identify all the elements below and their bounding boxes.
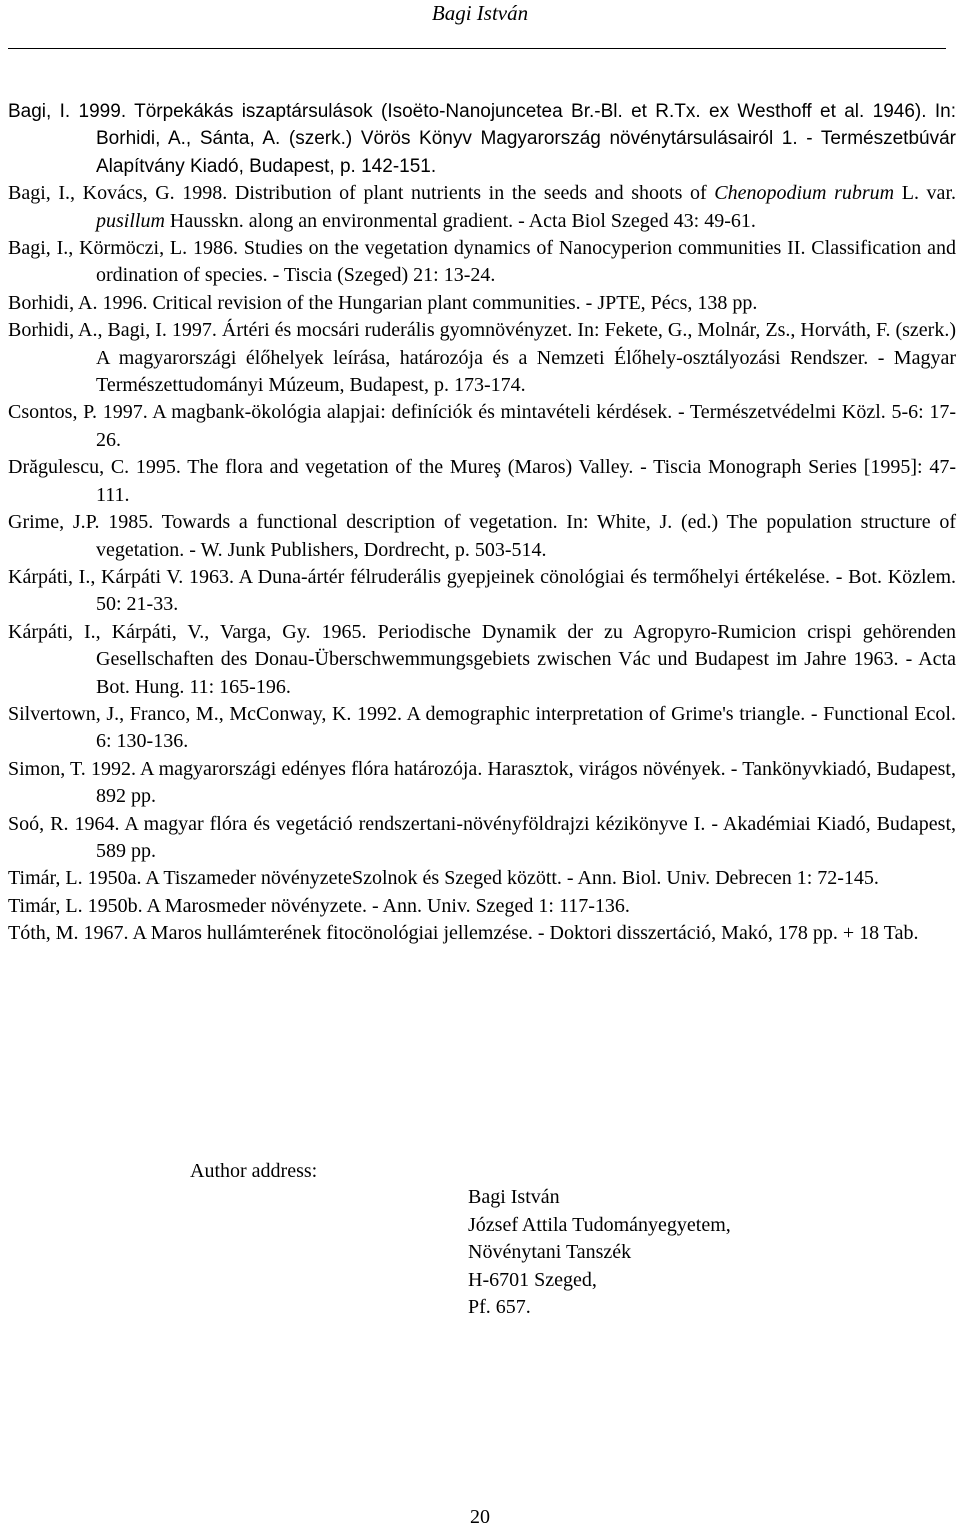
reference-item [8,98,956,180]
reference-text: Borhidi, A., Bagi, I. 1997. Ártéri és mocsári ruderális gyomnövényzet. In: Fekete, G., Molnár, Zs., Horváth, F. (szerk.) A magyarországi élőhelyek leírása, határozója és a Nemzeti Élőhely-osztályozási Rendszer. - Magyar Természettudományi Múzeum, Budapest, p. 173-174. [8,319,956,397]
reference-text: Bagi, I., Körmöczi, L. 1986. Studies on the vegetation dynamics of Nanocyperion communities II. Classification and ordination of species. - Tiscia (Szeged) 21: 13-24. [8,237,956,287]
reference-text: Silvertown, J., Franco, M., McConway, K. 1992. A demographic interpretation of Grime's triangle. - Functional Ecol. 6: 130-136. [8,702,956,753]
reference-item [8,920,956,947]
reference-item [8,399,956,454]
reference-text: Bagi, I., Kovács, G. 1998. Distribution of plant nutrients in the seeds and shoots of [8,182,715,205]
reference-item [8,756,956,811]
reference-item [8,509,956,564]
author-city: H-6701 Szeged, [468,1268,597,1291]
reference-text: Bagi, I. 1999. Törpekákás iszaptársulások (Isoëto-Nanojuncetea Br.-Bl. et R.Tx. ex Westhoff et al. 1946). In: Borhidi, A., Sánta, A. (szerk.) Vörös Könyv Magyarország növénytársulásairól 1. - Természetbúvár Alapítvány Kiadó, Budapest, p. 142-151. [8,101,956,177]
author-institution: József Attila Tudományegyetem, [468,1213,731,1236]
author-address-label: Author address: [190,1160,318,1182]
reference-item [8,180,956,235]
reference-item [8,290,956,317]
author-po-box: Pf. 657. [468,1296,531,1318]
reference-text: Kárpáti, I., Kárpáti, V., Varga, Gy. 1965. Periodische Dynamik der zu Agropyro-Rumicion crispi gehörenden Gesellschaften des Donau-Überschwemmungsgebiets zwischen Vác und Budapest im Jahre 1963. - Acta Bot. Hung. 11: 165-196. [8,620,956,698]
reference-item [8,893,956,920]
reference-variety-name: pusillum [96,209,165,232]
running-header: Bagi István [431,1,529,25]
reference-item [8,317,956,399]
reference-text: Drăgulescu, C. 1995. The flora and vegetation of the Mureş (Maros) Valley. - Tiscia Monograph Series [1995]: 47-111. [8,456,956,506]
author-address [468,1184,731,1322]
reference-item [8,564,956,619]
reference-text: Kárpáti, I., Kárpáti V. 1963. A Duna-ártér félruderális gyepjeinek cönológiai és termőhelyi értékelése. - Bot. Közlem. 50: 21-33. [8,565,956,616]
author-name: Bagi István [468,1186,560,1208]
reference-text: Timár, L. 1950a. A Tiszameder növényzeteSzolnok és Szeged között. - Ann. Biol. Univ. Debrecen 1: 72-145. [8,867,879,890]
reference-text: Borhidi, A. 1996. Critical revision of the Hungarian plant communities. - JPTE, Pécs, 138 pp. [8,291,758,314]
reference-item [8,454,956,509]
reference-text: Soó, R. 1964. A magyar flóra és vegetáció rendszertani-növényföldrajzi kézikönyve I. - Akadémiai Kiadó, Budapest, 589 pp. [8,812,956,862]
reference-text: Hausskn. along an environmental gradient. - Acta Biol Szeged 43: 49-61. [164,209,756,232]
reference-text: Simon, T. 1992. A magyarországi edényes flóra határozója. Harasztok, virágos növények. - Tankönyvkiadó, Budapest, 892 pp. [8,757,956,808]
reference-text: Csontos, P. 1997. A magbank-ökológia alapjai: definíciók és mintavételi kérdések. - Természetvédelmi Közl. 5-6: 17-26. [8,401,956,451]
reference-item [8,701,956,756]
reference-item [8,865,956,892]
reference-item [8,619,956,701]
reference-text: Tóth, M. 1967. A Maros hullámterének fitocönológiai jellemzése. - Doktori disszertáció, Makó, 178 pp. + 18 Tab. [8,922,919,945]
reference-species-name: Chenopodium rubrum [714,182,895,205]
reference-text: Timár, L. 1950b. A Marosmeder növényzete. - Ann. Univ. Szeged 1: 117-136. [8,894,630,917]
header-rule [8,48,946,49]
reference-item [8,811,956,866]
reference-text: L. var. [894,182,956,205]
page-number: 20 [470,1506,490,1528]
reference-item [8,235,956,290]
reference-text: Grime, J.P. 1985. Towards a functional description of vegetation. In: White, J. (ed.) The population structure of vegetation. - W. Junk Publishers, Dordrecht, p. 503-514. [8,511,956,561]
author-department: Növénytani Tanszék [468,1241,632,1263]
reference-list [8,98,956,948]
